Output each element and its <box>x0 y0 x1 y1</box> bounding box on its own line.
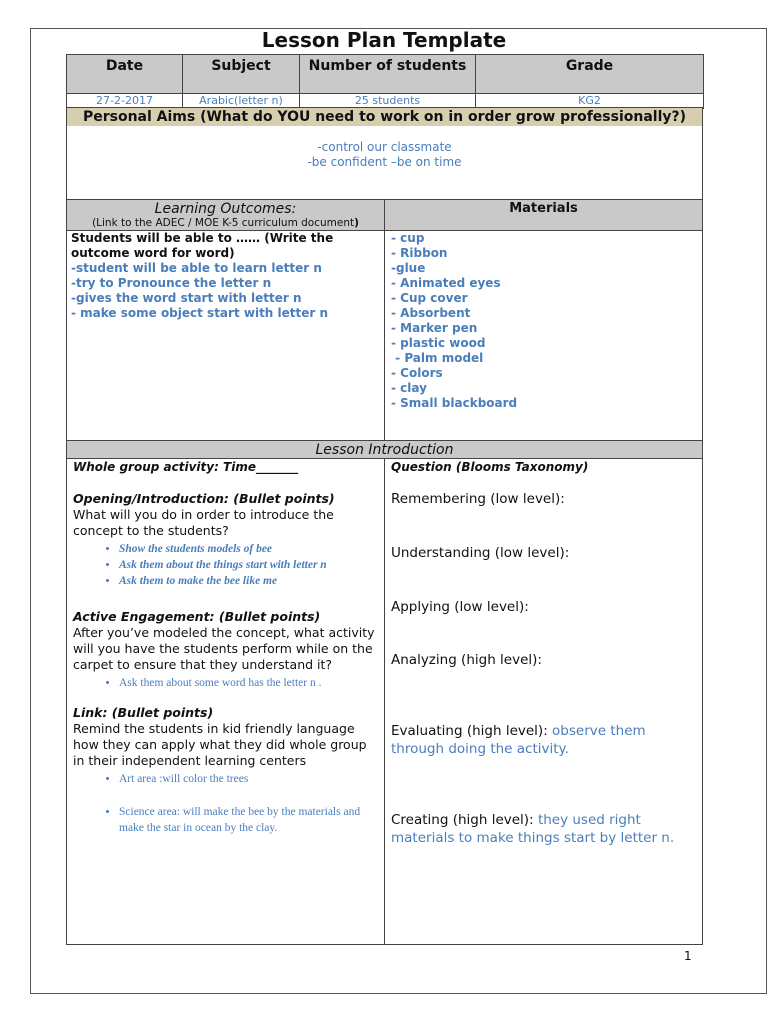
aims-line-2: -be confident –be on time <box>307 155 462 169</box>
subject-label: Subject <box>183 55 300 94</box>
evaluating-answer: observe them through doing the activity. <box>391 723 646 757</box>
material-item: - Palm model <box>391 351 484 365</box>
date-label: Date <box>67 55 183 94</box>
subject-value: Arabic(letter n) <box>183 94 300 109</box>
page-title: Lesson Plan Template <box>261 28 507 52</box>
material-item: - Ribbon <box>391 246 448 260</box>
students-value: 25 students <box>300 94 476 109</box>
material-item: - Animated eyes <box>391 276 501 290</box>
material-item: - Absorbent <box>391 306 471 320</box>
evaluating-block <box>391 722 691 758</box>
creating-block <box>391 811 696 847</box>
outcomes-subheading <box>67 217 384 230</box>
question-heading: Question (Blooms Taxonomy) <box>391 460 589 474</box>
applying-label: Applying (low level): <box>391 599 529 615</box>
engagement-heading: Active Engagement: (Bullet points) <box>73 609 321 624</box>
material-item: - Cup cover <box>391 291 468 305</box>
grade-value: KG2 <box>476 94 704 109</box>
remembering-label: Remembering (low level): <box>391 491 565 507</box>
opening-bullet: • Show the students models of bee <box>119 541 378 557</box>
outcomes-sub-close: ) <box>354 217 359 229</box>
aims-line-1: -control our classmate <box>317 140 452 154</box>
material-item: - plastic wood <box>391 336 486 350</box>
materials-body <box>384 230 703 441</box>
materials-header <box>384 199 703 231</box>
engagement-bullets <box>73 675 378 691</box>
students-label: Number of students <box>300 55 476 94</box>
material-item: - Marker pen <box>391 321 478 335</box>
link-heading: Link: (Bullet points) <box>73 705 214 720</box>
outcome-item: -student will be able to learn letter n <box>71 261 322 275</box>
creating-answer: they used right materials to make things start by letter n. <box>391 812 675 846</box>
opening-bullet: • Ask them to make the bee like me <box>119 573 378 589</box>
aims-body <box>67 126 702 210</box>
outcomes-heading: Learning Outcomes: <box>154 201 297 217</box>
link-text: Remind the students in kid friendly language how they can apply what they did whole group in their independent learning centers <box>73 721 367 768</box>
material-item: - cup <box>391 231 425 245</box>
material-item: - Small blackboard <box>391 396 518 410</box>
engagement-text: After you’ve modeled the concept, what activity will you have the students perform while on the carpet to ensure that they understand it? <box>73 625 375 672</box>
activity-column <box>66 458 385 945</box>
material-item: - clay <box>391 381 427 395</box>
intro-header <box>66 440 703 459</box>
engagement-bullet: • Ask them about some word has the letter n . <box>119 675 378 691</box>
outcomes-body <box>66 230 385 441</box>
intro-heading: Lesson Introduction <box>315 442 454 458</box>
understanding-label: Understanding (low level): <box>391 545 570 561</box>
materials-heading: Materials <box>509 201 578 216</box>
link-bullets <box>73 771 378 836</box>
opening-heading: Opening/Introduction: (Bullet points) <box>73 491 335 506</box>
outcomes-sub-text: (Link to the ADEC / MOE K-5 curriculum document <box>92 217 355 229</box>
link-bullet: • Science area: will make the bee by the materials and make the star in ocean by the clay. <box>119 804 378 836</box>
outcomes-intro: Students will be able to …… (Write the outcome word for word) <box>71 231 334 260</box>
date-value: 27-2-2017 <box>67 94 183 109</box>
outcome-item: -try to Pronounce the letter n <box>71 276 272 290</box>
outcome-item: - make some object start with letter n <box>71 306 329 320</box>
material-item: -glue <box>391 261 426 275</box>
whole-group-label: Whole group activity: Time_______ <box>73 460 298 474</box>
aims-heading: Personal Aims (What do YOU need to work on in order grow professionally?) <box>67 108 702 126</box>
questions-column <box>384 458 703 945</box>
evaluating-label: Evaluating (high level): <box>391 723 548 739</box>
aims-box <box>66 107 703 200</box>
creating-label: Creating (high level): <box>391 812 534 828</box>
opening-text: What will you do in order to introduce the concept to the students? <box>73 507 334 538</box>
opening-bullet: • Ask them about the things start with letter n <box>119 557 378 573</box>
link-bullet: • Art area :will color the trees <box>119 771 378 787</box>
analyzing-label: Analyzing (high level): <box>391 652 542 668</box>
material-item: - Colors <box>391 366 443 380</box>
outcomes-header <box>66 199 385 231</box>
header-table <box>66 54 704 109</box>
outcome-item: -gives the word start with letter n <box>71 291 302 305</box>
grade-label: Grade <box>476 55 704 94</box>
opening-bullets <box>73 541 378 589</box>
page-number: 1 <box>684 949 692 963</box>
